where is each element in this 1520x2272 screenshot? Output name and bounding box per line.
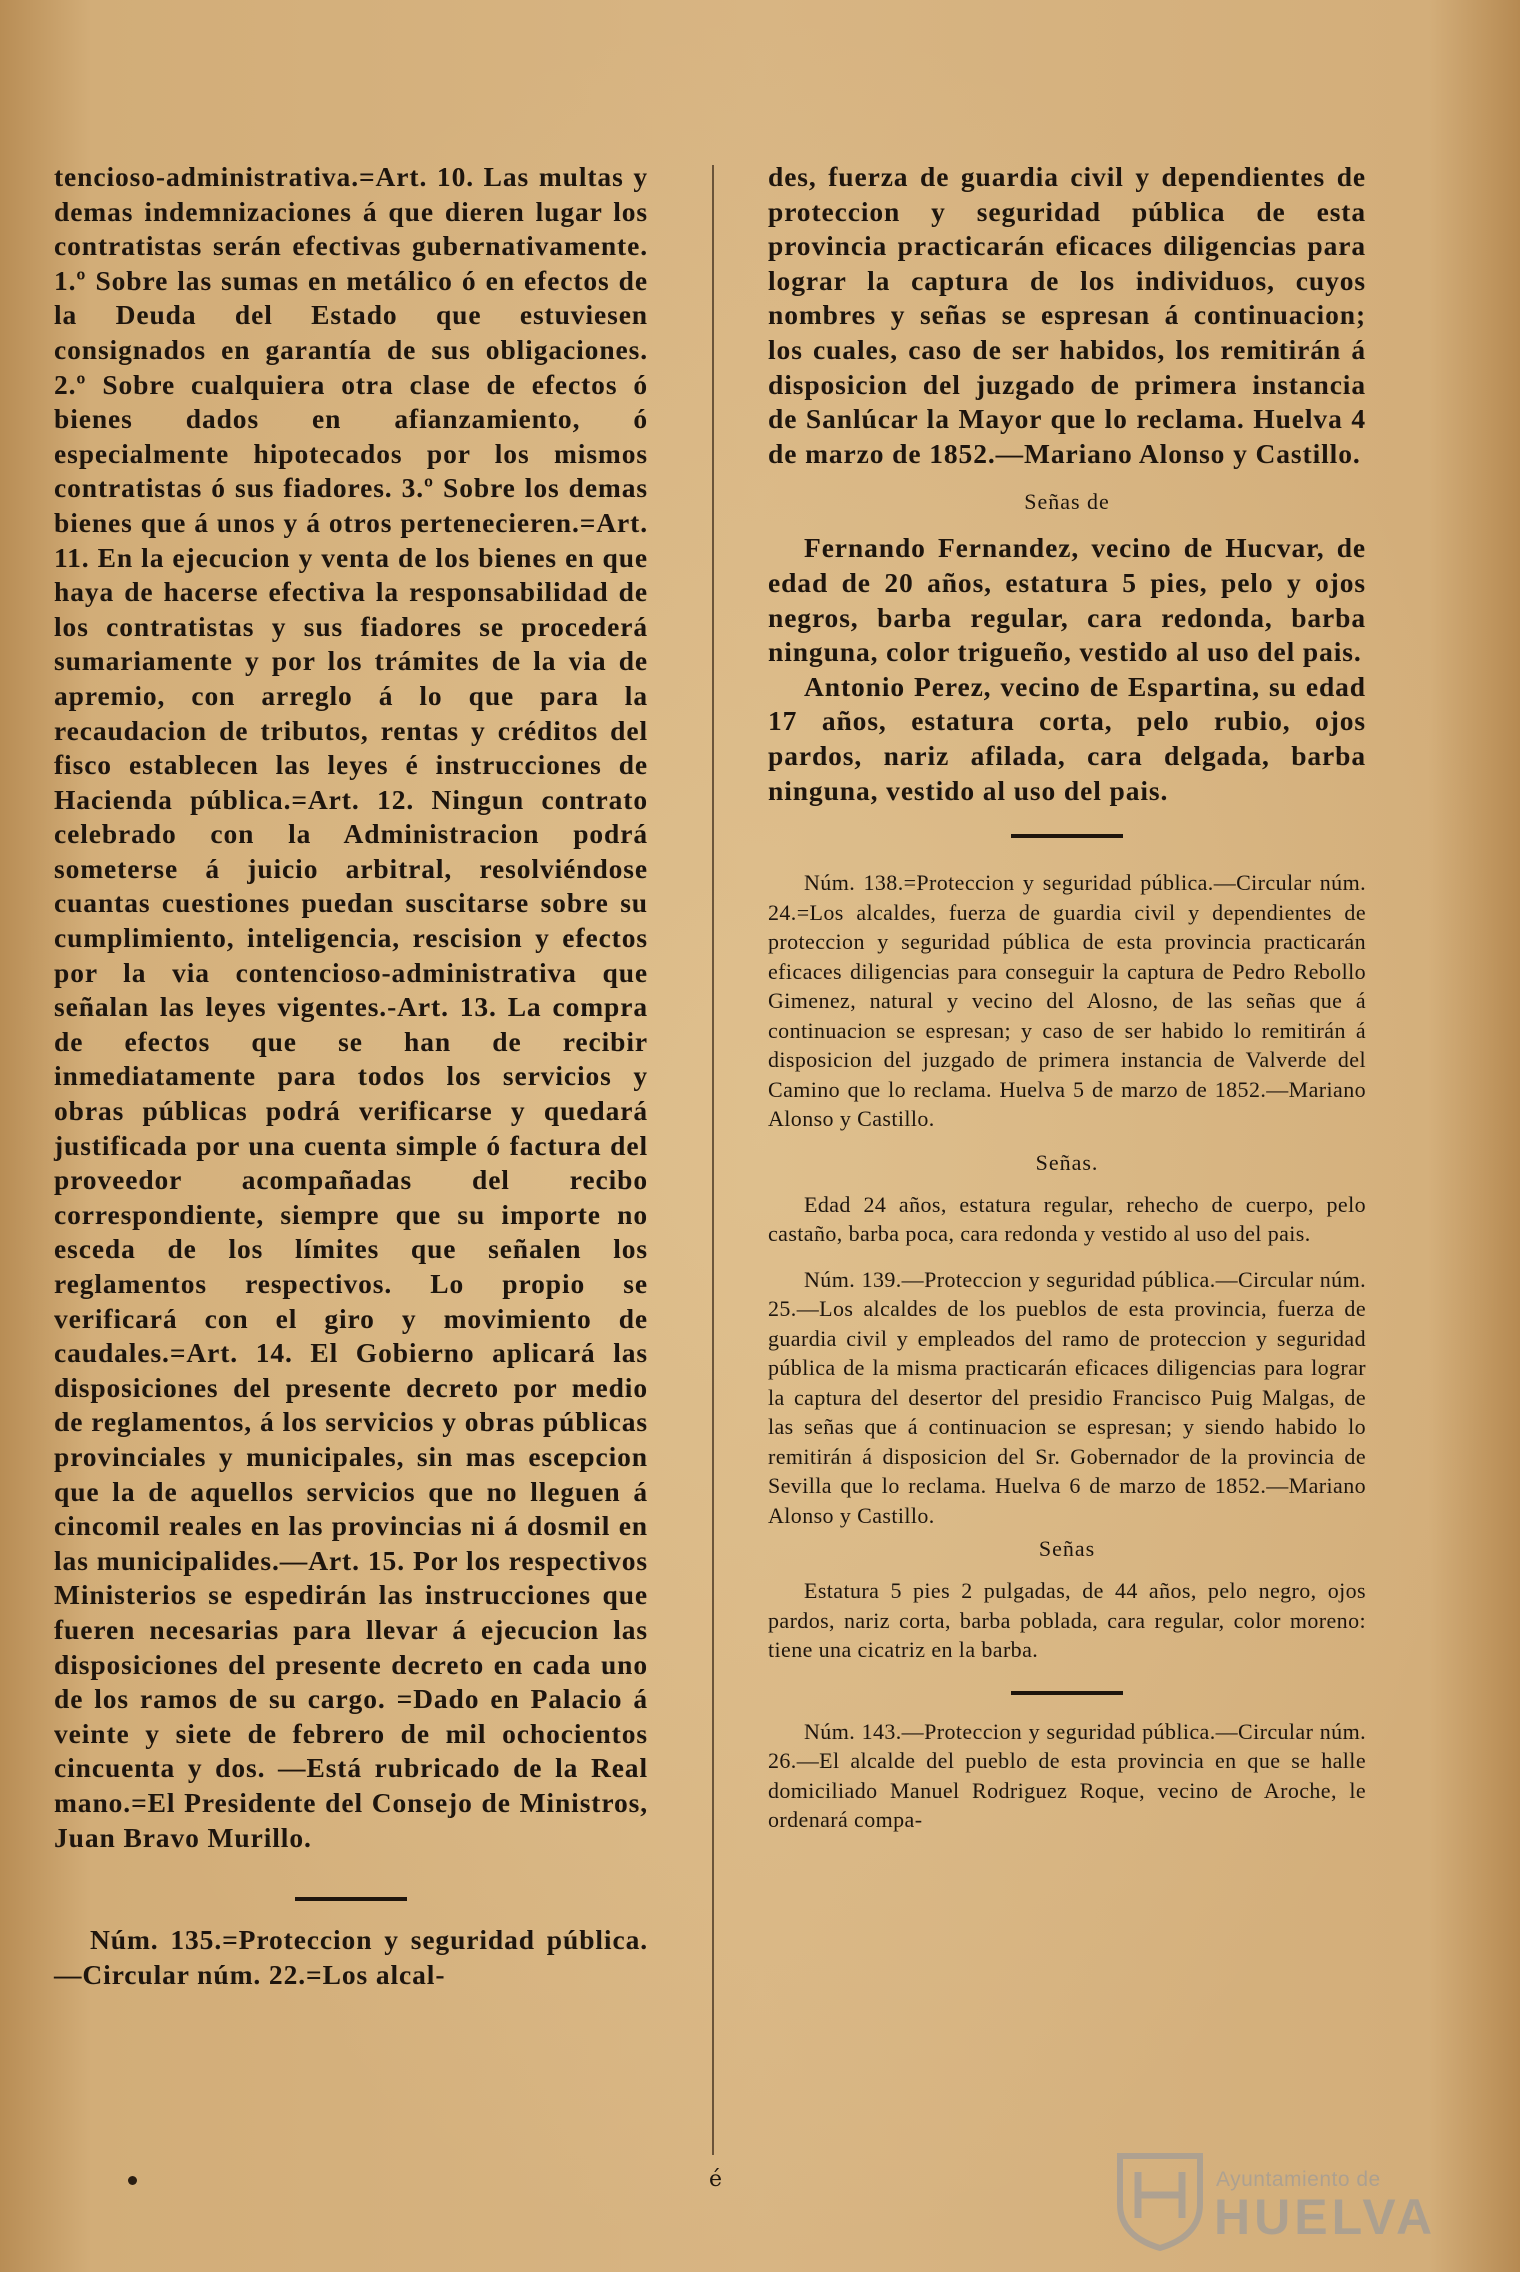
left-column: [54, 160, 648, 1992]
page-mark: é: [709, 2167, 723, 2192]
num139-senas: Estatura 5 pies 2 pulgadas, de 44 años, pelo negro, ojos pardos, nariz corta, barba poblada, cara regular, color moreno: tiene una cicatriz en la barba.: [768, 1578, 1366, 1663]
ayuntamiento-huelva-watermark: [1112, 2148, 1452, 2252]
shield-icon: [1112, 2148, 1208, 2252]
right-column: [768, 160, 1366, 1835]
watermark-line1: Ayuntamiento de: [1216, 2168, 1381, 2191]
senas-heading-3: Señas: [1038, 1536, 1096, 1562]
ink-dot: [128, 2176, 137, 2185]
senas-heading-2: Señas.: [1035, 1149, 1099, 1175]
num139-text: Núm. 139.—Proteccion y seguridad pública.—Circular núm. 25.—Los alcaldes de los pueblos de esta provincia, fuerza de guardia civil y empleados del ramo de proteccion y seguridad pública de la misma practicarán eficaces diligencias para lograr la captura del desertor del presidio Francisco Puig Malgas, de las señas que á continuacion se espresan; y siendo habido lo remitirán á disposicion del Sr. Gobernador de la provincia de Sevilla que lo reclama. Huelva 6 de marzo de 1852.—Mariano Alonso y Castillo.: [768, 1266, 1366, 1528]
capture-order-text: des, fuerza de guardia civil y dependientes de proteccion y seguridad pública de esta provincia practicarán eficaces diligencias para lograr la captura de los individuos, cuyos nombres y señas se espresan á continuacion; los cuales, caso de ser habidos, los remitirán á disposicion del juzgado de primera instancia de Sanlúcar la Mayor que lo reclama. Huelva 4 de marzo de 1852.—Mariano Alonso y Castillo.: [768, 161, 1366, 469]
section-rule: [1011, 1691, 1123, 1695]
person-1-description: Fernando Fernandez, vecino de Hucvar, de edad de 20 años, estatura 5 pies, pelo y ojos negros, barba regular, cara redonda, barba ninguna, color trigueño, vestido al uso del pais.: [768, 532, 1366, 668]
section-rule: [295, 1897, 407, 1901]
column-divider: [712, 165, 714, 2155]
decree-articles-text: tencioso-administrativa.=Art. 10. Las multas y demas indemnizaciones á que dieren lugar los contratistas serán efectivas gubernativamente. 1.º Sobre las sumas en metálico ó en efectos de la Deuda del Estado que estuviesen consignados en garantía de sus obligaciones. 2.º Sobre cualquiera otra clase de efectos ó bienes dados en afianzamiento, ó especialmente hipotecados por los mismos contratistas ó sus fiadores. 3.º Sobre los demas bienes que á unos y á otros pertenecieren.=Art. 11. En la ejecucion y venta de los bienes en que haya de hacerse efectiva la responsabilidad de los contratistas y sus fiadores se procederá sumariamente y por los trámites de la via de apremio, con arreglo á lo que para la recaudacion de tributos, rentas y créditos del fisco establecen las leyes é instrucciones de Hacienda pública.=Art. 12. Ningun contrato celebrado con la Administracion podrá someterse á juicio arbitral, resolviéndose cuantas cuestiones puedan suscitarse sobre su cumplimiento, inteligencia, rescision y efectos por la via contencioso-administrativa que señalan las leyes vigentes.-Art. 13. La compra de efectos que se han de recibir inmediatamente para todos los servicios y obras públicas podrá verificarse y quedará justificada por una cuenta simple ó factura del proveedor acompañadas del recibo correspondiente, siempre que su importe no esceda de los límites que señalen los reglamentos respectivos. Lo propio se verificará con el giro y movimiento de caudales.=Art. 14. El Gobierno aplicará las disposiciones del presente decreto por medio de reglamentos, á los servicios y obras públicas provinciales y municipales, sin mas escepcion que la de aquellos servicios que no lleguen á cincomil reales en las provincias ni á dosmil en las municipalides.—Art. 15. Por los respectivos Ministerios se espedirán las instrucciones que fueren necesarias para llevar á ejecucion las disposiciones del presente decreto en cada uno de los ramos de su cargo. =Dado en Palacio á veinte y siete de febrero de mil ochocientos cincuenta y dos. —Está rubricado de la Real mano.=El Presidente del Consejo de Ministros, Juan Bravo Murillo.: [54, 161, 648, 1853]
person-2-description: Antonio Perez, vecino de Espartina, su edad 17 años, estatura corta, pelo rubio, ojos pardos, nariz afilada, cara delgada, barba ninguna, vestido al uso del pais.: [768, 670, 1366, 806]
senas-heading-1: Señas de: [1024, 489, 1110, 515]
section-rule: [1011, 834, 1123, 838]
num143-text: Núm. 143.—Proteccion y seguridad pública.—Circular núm. 26.—El alcalde del pueblo de esta provincia en que se halle domiciliado Manuel Rodriguez Roque, vecino de Aroche, le ordenará compa-: [768, 1718, 1366, 1833]
watermark-line2: HUELVA: [1214, 2189, 1437, 2245]
num138-text: Núm. 138.=Proteccion y seguridad pública.—Circular núm. 24.=Los alcaldes, fuerza de guardia civil y dependientes de proteccion y seguridad pública de esta provincia practicarán eficaces diligencias para conseguir la captura de Pedro Rebollo Gimenez, natural y vecino del Alosno, de las señas que á continuacion se espresan; y caso de ser habido lo remitirán á disposicion del juzgado de primera instancia de Valverde del Camino que lo reclama. Huelva 5 de marzo de 1852.—Mariano Alonso y Castillo.: [768, 870, 1366, 1132]
num138-senas: Edad 24 años, estatura regular, rehecho de cuerpo, pelo castaño, barba poca, cara redonda y vestido al uso del pais.: [768, 1191, 1366, 1247]
num135-text: Núm. 135.=Proteccion y seguridad pública.—Circular núm. 22.=Los alcal-: [54, 1924, 648, 1990]
